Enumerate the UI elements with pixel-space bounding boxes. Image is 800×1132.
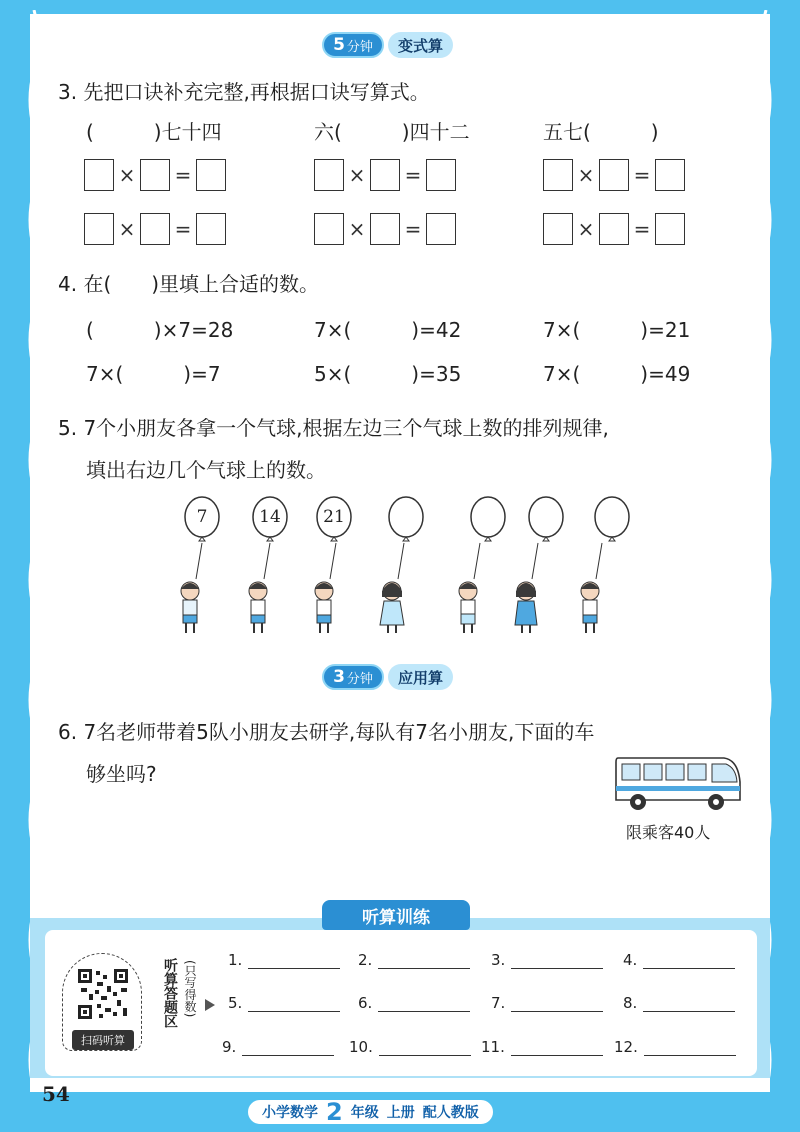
- times-sign: ×: [348, 163, 366, 187]
- answer-box[interactable]: [655, 213, 685, 245]
- section-label: 变式算: [388, 32, 453, 58]
- q4-item: ( )×7=28: [86, 318, 234, 342]
- answer-box[interactable]: [196, 159, 226, 191]
- volume-label: 上册: [386, 1105, 415, 1121]
- answer-box[interactable]: [426, 159, 456, 191]
- equals-sign: =: [174, 217, 192, 241]
- balloon-illustration: [170, 495, 640, 635]
- listening-title: 听算训练: [322, 900, 470, 930]
- scan-to-listen-label: 扫码听算: [72, 1030, 134, 1050]
- q5-line-2: 填出右边几个气球上的数。: [86, 458, 326, 482]
- equals-sign: =: [633, 163, 651, 187]
- section-label: 应用算: [388, 664, 453, 690]
- q4-item: 7×( )=49: [543, 362, 691, 386]
- section-pill-applied: [322, 664, 453, 690]
- qr-code-icon[interactable]: [77, 968, 129, 1020]
- q4-item: 7×( )=42: [314, 318, 462, 342]
- answer-box[interactable]: [314, 213, 344, 245]
- bus-icon: [612, 752, 742, 814]
- grade-word: 年级: [350, 1105, 379, 1121]
- answer-slot[interactable]: 9.: [222, 1038, 334, 1056]
- q3-title: 3. 先把口诀补充完整,再根据口诀写算式。: [58, 80, 430, 104]
- q3-rhyme-2: 六( )四十二: [314, 120, 470, 144]
- answer-slot[interactable]: 5.: [228, 994, 340, 1012]
- times-sign: ×: [118, 163, 136, 187]
- bus-capacity-caption: 限乘客40人: [626, 823, 711, 842]
- child-figure: [170, 535, 214, 635]
- equation-row: [314, 212, 456, 246]
- answer-box[interactable]: [599, 159, 629, 191]
- page-number: 54: [42, 1082, 70, 1106]
- answer-box[interactable]: [140, 213, 170, 245]
- answer-box[interactable]: [84, 159, 114, 191]
- answer-box[interactable]: [140, 159, 170, 191]
- answer-box[interactable]: [543, 213, 573, 245]
- equation-row: [314, 158, 456, 192]
- edition-label: 配人教版: [422, 1105, 479, 1121]
- child-figure: [448, 535, 492, 635]
- answer-slot[interactable]: 3.: [491, 951, 603, 969]
- footer-white-strip: [30, 1078, 770, 1092]
- child-figure: [304, 535, 348, 635]
- q4-item: 5×( )=35: [314, 362, 462, 386]
- times-sign: ×: [577, 217, 595, 241]
- minutes-badge: 5 分钟: [322, 32, 384, 58]
- equals-sign: =: [633, 217, 651, 241]
- book-info: [246, 1098, 495, 1126]
- q3-rhyme-3: 五七( ): [543, 120, 659, 144]
- answer-slot[interactable]: 2.: [358, 951, 470, 969]
- answer-box[interactable]: [314, 159, 344, 191]
- balloon: 21: [314, 495, 354, 543]
- minutes-badge: 3 分钟: [322, 664, 384, 690]
- answer-slot[interactable]: 8.: [623, 994, 735, 1012]
- child-figure: [238, 535, 282, 635]
- child-figure: [506, 535, 550, 635]
- equation-row: [543, 212, 685, 246]
- answer-slot[interactable]: 12.: [614, 1038, 736, 1056]
- q4-item: 7×( )=7: [86, 362, 221, 386]
- answer-slot[interactable]: 7.: [491, 994, 603, 1012]
- answer-slot[interactable]: 4.: [623, 951, 735, 969]
- q4-title: 4. 在( )里填上合适的数。: [58, 272, 320, 296]
- equals-sign: =: [174, 163, 192, 187]
- grade-number: 2: [326, 1098, 343, 1126]
- equals-sign: =: [404, 163, 422, 187]
- answer-box[interactable]: [599, 213, 629, 245]
- times-sign: ×: [577, 163, 595, 187]
- q4-item: 7×( )=21: [543, 318, 691, 342]
- equation-row: [543, 158, 685, 192]
- answer-box[interactable]: [426, 213, 456, 245]
- answer-box[interactable]: [655, 159, 685, 191]
- answer-slot[interactable]: 11.: [481, 1038, 603, 1056]
- answer-slot[interactable]: 10.: [349, 1038, 471, 1056]
- answer-box[interactable]: [370, 159, 400, 191]
- subject-label: 小学数学: [262, 1105, 318, 1121]
- q6-line-1: 6. 7名老师带着5队小朋友去研学,每队有7名小朋友,下面的车: [58, 720, 595, 744]
- q5-line-1: 5. 7个小朋友各拿一个气球,根据左边三个气球上数的排列规律,: [58, 416, 609, 440]
- balloon: 14: [250, 495, 290, 543]
- q6-line-2: 够坐吗?: [86, 762, 157, 786]
- times-sign: ×: [118, 217, 136, 241]
- child-figure: [372, 535, 416, 635]
- answer-area-label: 听算答题区: [162, 958, 178, 1028]
- q3-rhyme-1: ( )七十四: [86, 120, 222, 144]
- equals-sign: =: [404, 217, 422, 241]
- answer-slot[interactable]: 1.: [228, 951, 340, 969]
- answer-slot[interactable]: 6.: [358, 994, 470, 1012]
- answer-box[interactable]: [543, 159, 573, 191]
- answer-box[interactable]: [196, 213, 226, 245]
- balloon: 7: [182, 495, 222, 543]
- times-sign: ×: [348, 217, 366, 241]
- equation-row: [84, 212, 226, 246]
- arrow-right-icon: [203, 998, 217, 1012]
- section-pill-variant: [322, 32, 453, 58]
- answer-box[interactable]: [370, 213, 400, 245]
- equation-row: [84, 158, 226, 192]
- child-figure: [570, 535, 614, 635]
- answer-box[interactable]: [84, 213, 114, 245]
- answer-area-note: (只写得数): [183, 960, 197, 1018]
